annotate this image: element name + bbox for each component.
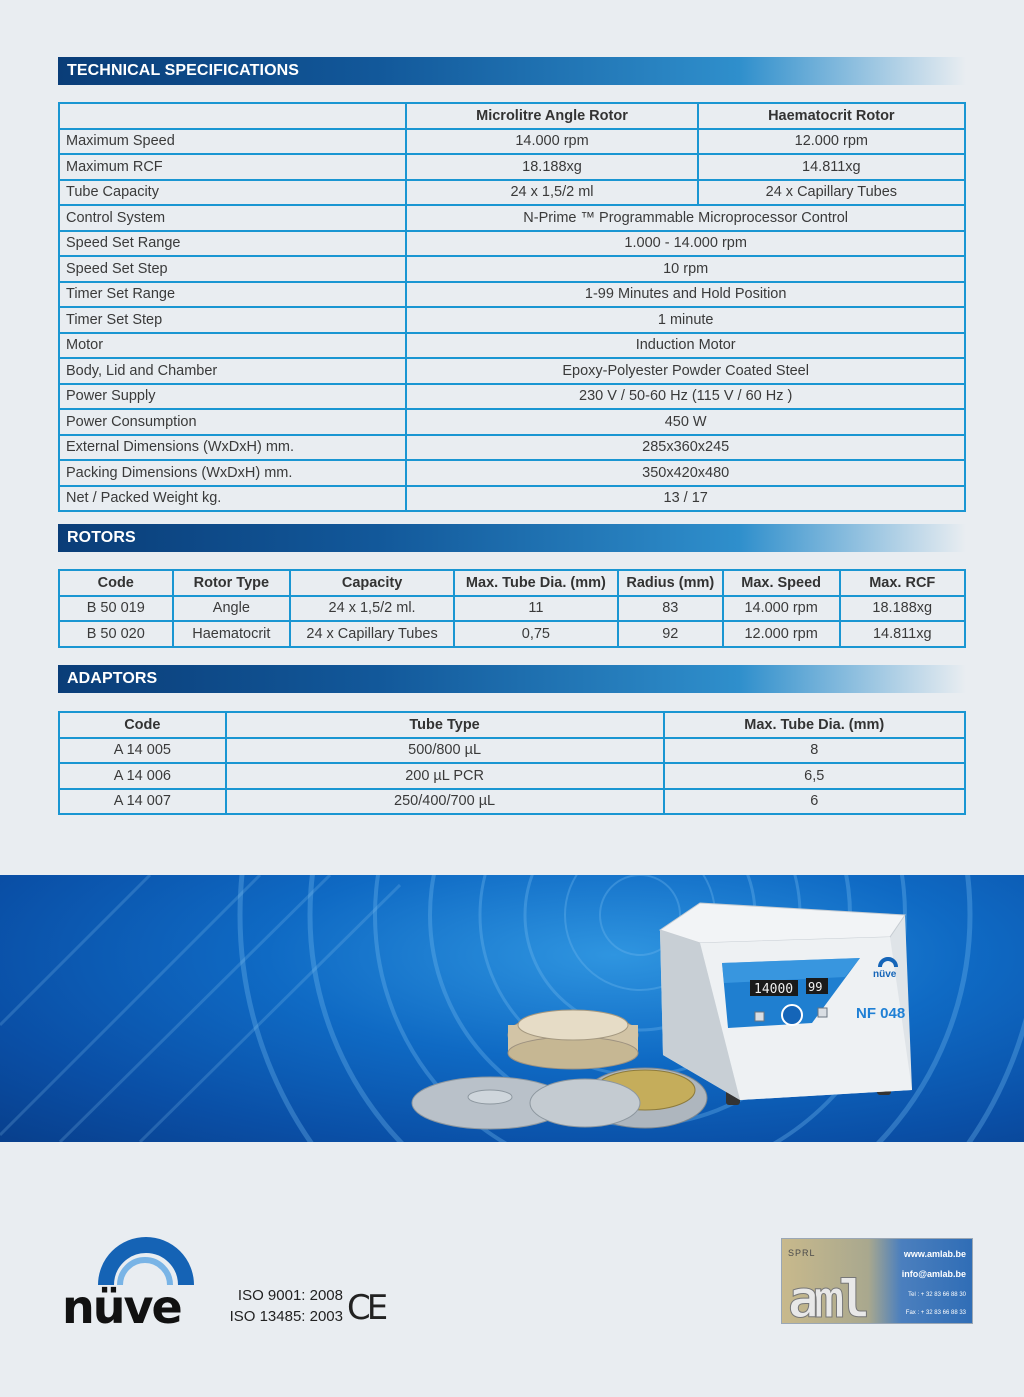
table-row xyxy=(59,763,965,789)
spec-value: 350x420x480 xyxy=(406,460,965,486)
spec-value: 13 / 17 xyxy=(406,486,965,512)
spec-value: 1-99 Minutes and Hold Position xyxy=(406,282,965,308)
table-header-cell: Max. RCF xyxy=(840,570,966,596)
table-row xyxy=(59,180,965,206)
table-cell: 83 xyxy=(618,596,723,622)
spec-label: Timer Set Range xyxy=(59,282,406,308)
spec-label: External Dimensions (WxDxH) mm. xyxy=(59,435,406,461)
table-header-cell xyxy=(59,103,406,129)
iso-13485: ISO 13485: 2003 xyxy=(229,1308,343,1325)
iso-9001: ISO 9001: 2008 xyxy=(237,1287,343,1304)
table-cell: 14.000 rpm xyxy=(723,596,840,622)
table-row xyxy=(59,596,965,622)
spec-label: Maximum Speed xyxy=(59,129,406,155)
spec-label: Speed Set Range xyxy=(59,231,406,257)
product-banner xyxy=(0,875,1024,1142)
aml-dealer-logo xyxy=(781,1238,973,1324)
table-cell: 12.000 rpm xyxy=(723,621,840,647)
table-cell: 6,5 xyxy=(664,763,966,789)
aml-website: www.amlab.be xyxy=(903,1249,966,1259)
spec-value: 10 rpm xyxy=(406,256,965,282)
table-header-cell: Max. Speed xyxy=(723,570,840,596)
spec-label: Motor xyxy=(59,333,406,359)
table-header-cell: Max. Tube Dia. (mm) xyxy=(664,712,966,738)
table-cell: 500/800 µL xyxy=(226,738,664,764)
nuve-logo-mark xyxy=(60,1235,200,1330)
table-header-cell: Max. Tube Dia. (mm) xyxy=(454,570,618,596)
spec-value: 24 x Capillary Tubes xyxy=(698,180,965,206)
timer-display: 99 xyxy=(808,980,823,994)
spec-value: Induction Motor xyxy=(406,333,965,359)
table-cell: Angle xyxy=(173,596,291,622)
ce-mark: CE xyxy=(347,1288,385,1328)
table-cell: 250/400/700 µL xyxy=(226,789,664,815)
table-row xyxy=(59,621,965,647)
spec-value: 450 W xyxy=(406,409,965,435)
table-header-cell: Code xyxy=(59,570,173,596)
table-header-cell: Microlitre Angle Rotor xyxy=(406,103,697,129)
table-cell: 14.811xg xyxy=(840,621,966,647)
table-row xyxy=(59,409,965,435)
spec-value: 285x360x245 xyxy=(406,435,965,461)
spec-label: Power Consumption xyxy=(59,409,406,435)
table-row xyxy=(59,358,965,384)
table-row xyxy=(59,570,965,596)
table-cell: B 50 019 xyxy=(59,596,173,622)
table-row xyxy=(59,712,965,738)
tech-specs-table xyxy=(58,102,966,512)
rotors-header: ROTORS xyxy=(58,524,966,552)
spec-value: 24 x 1,5/2 ml xyxy=(406,180,697,206)
spec-value: Epoxy-Polyester Powder Coated Steel xyxy=(406,358,965,384)
spec-label: Timer Set Step xyxy=(59,307,406,333)
table-cell: 6 xyxy=(664,789,966,815)
table-row xyxy=(59,307,965,333)
aml-sprl: SPRL xyxy=(788,1248,816,1258)
table-row xyxy=(59,460,965,486)
nuve-logo xyxy=(60,1235,200,1330)
spec-value: 14.000 rpm xyxy=(406,129,697,155)
table-row xyxy=(59,256,965,282)
table-cell: 200 µL PCR xyxy=(226,763,664,789)
table-cell: 18.188xg xyxy=(840,596,966,622)
table-row xyxy=(59,435,965,461)
adaptors-header: ADAPTORS xyxy=(58,665,966,693)
table-row xyxy=(59,789,965,815)
table-cell: A 14 007 xyxy=(59,789,226,815)
spec-label: Body, Lid and Chamber xyxy=(59,358,406,384)
table-cell: Haematocrit xyxy=(173,621,291,647)
speed-display: 14000 xyxy=(754,982,794,997)
spec-value: 230 V / 50-60 Hz (115 V / 60 Hz ) xyxy=(406,384,965,410)
table-row xyxy=(59,205,965,231)
table-cell: 0,75 xyxy=(454,621,618,647)
centrifuge-brand-label: nüve xyxy=(873,969,897,980)
spec-label: Speed Set Step xyxy=(59,256,406,282)
table-cell: 11 xyxy=(454,596,618,622)
table-cell: 24 x 1,5/2 ml. xyxy=(290,596,454,622)
table-cell: 24 x Capillary Tubes xyxy=(290,621,454,647)
table-row xyxy=(59,738,965,764)
table-cell: A 14 005 xyxy=(59,738,226,764)
spec-value: N-Prime ™ Programmable Microprocessor Control xyxy=(406,205,965,231)
table-header-cell: Capacity xyxy=(290,570,454,596)
adaptors-table xyxy=(58,711,966,815)
table-row xyxy=(59,384,965,410)
spec-value: 14.811xg xyxy=(698,154,965,180)
aml-fax: Fax : + 32 83 66 88 33 xyxy=(905,1310,966,1316)
table-row xyxy=(59,282,965,308)
table-cell: A 14 006 xyxy=(59,763,226,789)
spec-label: Power Supply xyxy=(59,384,406,410)
tech-specs-header: TECHNICAL SPECIFICATIONS xyxy=(58,57,966,85)
aml-tel: Tel : + 32 83 66 88 30 xyxy=(908,1292,966,1298)
table-row xyxy=(59,154,965,180)
table-cell: 92 xyxy=(618,621,723,647)
table-row xyxy=(59,231,965,257)
table-row xyxy=(59,333,965,359)
table-row xyxy=(59,129,965,155)
spec-value: 12.000 rpm xyxy=(698,129,965,155)
spec-value: 1.000 - 14.000 rpm xyxy=(406,231,965,257)
table-cell: 8 xyxy=(664,738,966,764)
aml-wordmark: aml xyxy=(788,1270,864,1324)
spec-value: 18.188xg xyxy=(406,154,697,180)
banner-background-art xyxy=(0,875,1024,1142)
table-row xyxy=(59,486,965,512)
table-row xyxy=(59,103,965,129)
spec-label: Maximum RCF xyxy=(59,154,406,180)
table-header-cell: Rotor Type xyxy=(173,570,291,596)
model-label: NF 048 xyxy=(856,1005,906,1022)
spec-label: Packing Dimensions (WxDxH) mm. xyxy=(59,460,406,486)
table-cell: B 50 020 xyxy=(59,621,173,647)
rotors-table xyxy=(58,569,966,648)
iso-certifications xyxy=(228,1285,343,1327)
aml-logo-art xyxy=(782,1239,973,1324)
spec-label: Net / Packed Weight kg. xyxy=(59,486,406,512)
aml-email: info@amlab.be xyxy=(901,1269,966,1279)
centrifuge-illustration xyxy=(660,903,912,1105)
table-header-cell: Radius (mm) xyxy=(618,570,723,596)
spec-value: 1 minute xyxy=(406,307,965,333)
table-header-cell: Haematocrit Rotor xyxy=(698,103,965,129)
nuve-wordmark: nüve xyxy=(62,1280,181,1330)
table-header-cell: Code xyxy=(59,712,226,738)
spec-label: Tube Capacity xyxy=(59,180,406,206)
spec-label: Control System xyxy=(59,205,406,231)
table-header-cell: Tube Type xyxy=(226,712,664,738)
